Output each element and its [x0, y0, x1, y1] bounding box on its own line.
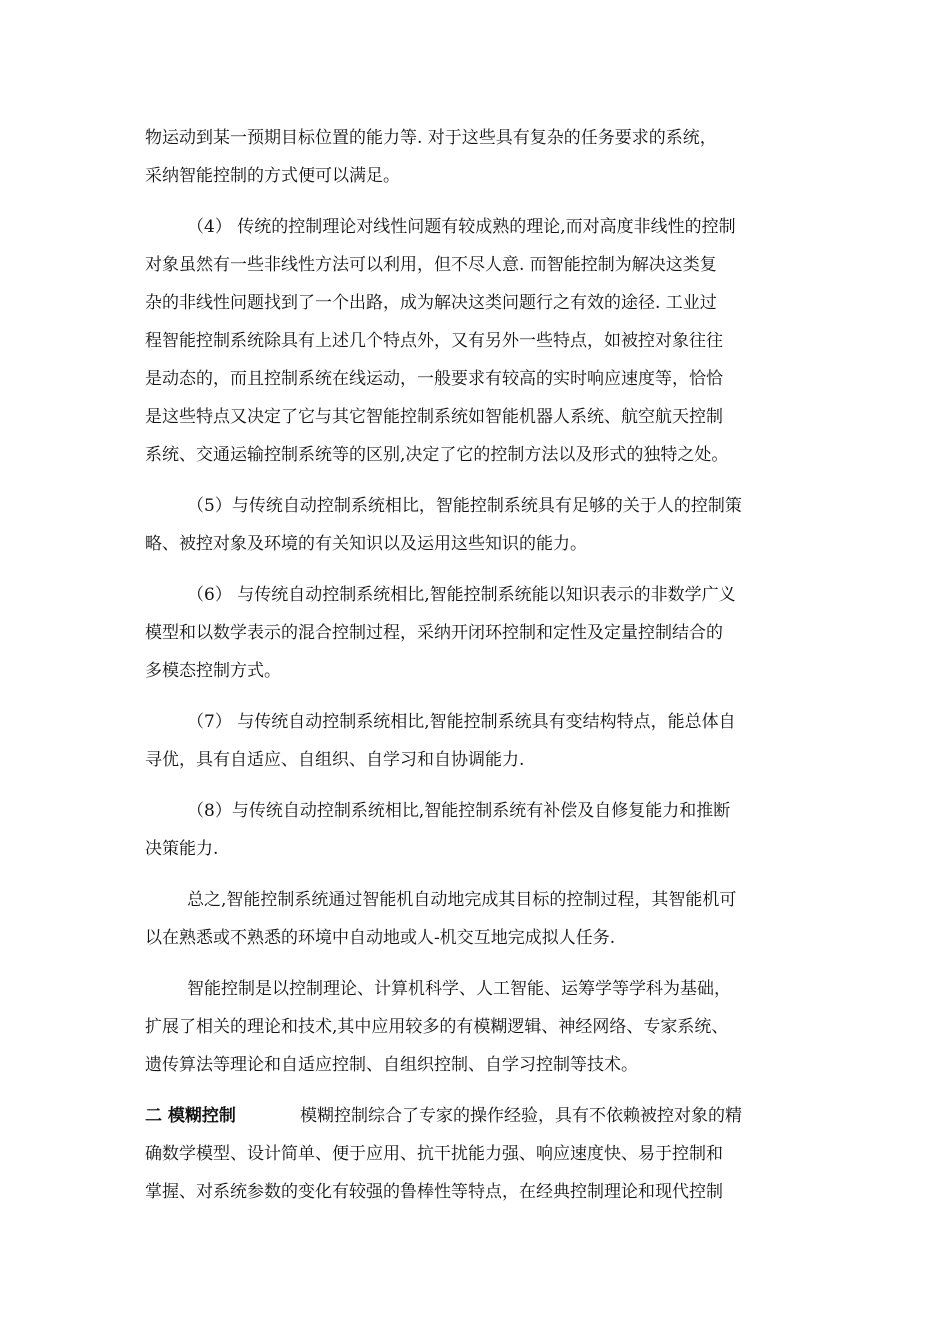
paragraph-line: （5）与传统自动控制系统相比，智能控制系统具有足够的关于人的控制策 — [187, 496, 742, 516]
paragraph-line: 多模态控制方式。 — [145, 661, 281, 681]
paragraph-line: 寻优，具有自适应、自组织、自学习和自协调能力. — [145, 750, 525, 770]
paragraph-line: 确数学模型、设计简单、便于应用、抗干扰能力强、响应速度快、易于控制和 — [145, 1144, 723, 1164]
paragraph-line: （8）与传统自动控制系统相比,智能控制系统有补偿及自修复能力和推断 — [187, 801, 731, 821]
paragraph-line: 程智能控制系统除具有上述几个特点外，又有另外一些特点，如被控对象往往 — [145, 331, 723, 351]
paragraph-line: （6） 与传统自动控制系统相比,智能控制系统能以知识表示的非数学广义 — [187, 585, 736, 605]
paragraph-line: 对象虽然有一些非线性方法可以利用，但不尽人意. 而智能控制为解决这类复 — [145, 255, 717, 275]
paragraph-line: 是这些特点又决定了它与其它智能控制系统如智能机器人系统、航空航天控制 — [145, 407, 723, 427]
paragraph-line: 掌握、对系统参数的变化有较强的鲁棒性等特点，在经典控制理论和现代控制 — [145, 1182, 723, 1202]
paragraph-line: 系统、交通运输控制系统等的区别,决定了它的控制方法以及形式的独特之处。 — [145, 445, 729, 465]
paragraph-line: 遗传算法等理论和自适应控制、自组织控制、自学习控制等技术。 — [145, 1055, 638, 1075]
paragraph-line: 以在熟悉或不熟悉的环境中自动地或人-机交互地完成拟人任务. — [145, 928, 616, 948]
paragraph-line: 智能控制是以控制理论、计算机科学、人工智能、运筹学等学科为基础， — [187, 979, 731, 999]
section-heading: 二 模糊控制 — [145, 1106, 236, 1126]
paragraph-line: 决策能力. — [145, 839, 219, 859]
paragraph-line: （4） 传统的控制理论对线性问题有较成熟的理论,而对高度非线性的控制 — [187, 217, 736, 237]
paragraph-line: 采纳智能控制的方式便可以满足。 — [145, 166, 400, 186]
paragraph-line: 扩展了相关的理论和技术,其中应用较多的有模糊逻辑、神经网络、专家系统、 — [145, 1017, 729, 1037]
paragraph-line: （7） 与传统自动控制系统相比,智能控制系统具有变结构特点，能总体自 — [187, 712, 736, 732]
paragraph-line: 模型和以数学表示的混合控制过程，采纳开闭环控制和定性及定量控制结合的 — [145, 623, 723, 643]
paragraph-line: 杂的非线性问题找到了一个出路，成为解决这类问题行之有效的途径. 工业过 — [145, 293, 717, 313]
paragraph-line: 略、被控对象及环境的有关知识以及运用这些知识的能力。 — [145, 534, 587, 554]
paragraph-line: 是动态的，而且控制系统在线运动，一般要求有较高的实时响应速度等，恰恰 — [145, 369, 723, 389]
paragraph-line: 物运动到某一预期目标位置的能力等. 对于这些具有复杂的任务要求的系统， — [145, 128, 717, 148]
paragraph-line: 模糊控制综合了专家的操作经验，具有不依赖被控对象的精 — [300, 1106, 742, 1126]
paragraph-line: 总之,智能控制系统通过智能机自动地完成其目标的控制过程，其智能机可 — [187, 890, 737, 910]
